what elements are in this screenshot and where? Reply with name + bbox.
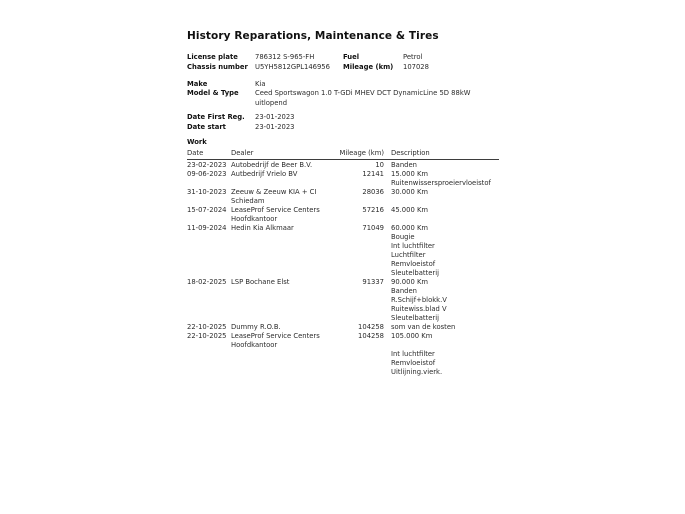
row-description-line: Remvloeistof — [391, 359, 436, 367]
table-row — [187, 278, 499, 323]
row-mileage — [336, 206, 384, 224]
table-row — [187, 323, 499, 332]
row-date-line: 23-02-2023 — [187, 161, 227, 169]
row-date-line: 11-09-2024 — [187, 224, 227, 232]
row-description-line: Remvloeistof — [391, 260, 436, 268]
chassis-number-value: U5YH5812GPL146956 — [255, 63, 330, 71]
row-mileage — [336, 278, 384, 323]
license-plate-value: 786312 S-965-FH — [255, 53, 315, 61]
row-dealer-line: Hedin Kia Alkmaar — [231, 224, 294, 232]
row-description — [384, 170, 499, 188]
model-type-label: Model & Type — [187, 89, 239, 98]
row-date-line: 15-07-2024 — [187, 206, 227, 214]
row-dealer — [231, 170, 336, 188]
row-description-line: Sleutelbatterij — [391, 269, 439, 277]
row-dealer-line: Dummy R.O.B. — [231, 323, 281, 331]
column-header-dealer: Dealer — [231, 149, 254, 157]
vehicle-info-top — [187, 52, 499, 72]
vehicle-info-make — [187, 80, 475, 108]
row-description-line: Int luchtfilter — [391, 242, 435, 250]
make-value: Kia — [255, 80, 266, 88]
row-description-line: Uitlijning.vierk. — [391, 368, 443, 376]
date-first-reg-label: Date First Reg. — [187, 113, 245, 121]
row-mileage-line: 57216 — [362, 206, 384, 214]
row-mileage-line: 12141 — [362, 170, 384, 178]
row-mileage — [336, 170, 384, 188]
row-description — [384, 188, 499, 206]
row-dealer — [231, 206, 336, 224]
column-header-date: Date — [187, 149, 204, 157]
row-date-line: 22-10-2025 — [187, 332, 227, 340]
date-start-value: 23-01-2023 — [255, 123, 295, 131]
row-description-line: Luchtfilter — [391, 251, 426, 259]
row-dealer-line: Autobedrijf de Beer B.V. — [231, 161, 313, 169]
row-description-line: 60.000 Km — [391, 224, 429, 232]
row-dealer — [231, 188, 336, 206]
row-mileage — [336, 161, 384, 170]
row-description-line: Sleutelbatterij — [391, 314, 439, 322]
row-date — [187, 332, 231, 377]
row-dealer — [231, 323, 336, 332]
row-date — [187, 278, 231, 323]
table-row — [187, 161, 499, 170]
row-description-line: 30.000 Km — [391, 188, 429, 196]
row-mileage — [336, 332, 384, 377]
page-title: History Reparations, Maintenance & Tires — [187, 30, 439, 42]
row-dealer-line: Autbedrijf Vrielo BV — [231, 170, 298, 178]
table-row — [187, 224, 499, 278]
row-dealer-line: LeaseProf Service Centers — [231, 332, 320, 340]
table-row — [187, 188, 499, 206]
row-date — [187, 188, 231, 206]
row-date — [187, 161, 231, 170]
row-description — [384, 332, 499, 377]
row-date-line: 22-10-2025 — [187, 323, 227, 331]
row-dealer — [231, 332, 336, 377]
license-plate-label: License plate — [187, 53, 238, 61]
row-description-line: Banden — [391, 161, 417, 169]
date-start-label: Date start — [187, 123, 226, 131]
row-description-line — [391, 341, 499, 350]
fuel-label: Fuel — [343, 53, 360, 61]
row-mileage — [336, 188, 384, 206]
row-description-line: 105.000 Km — [391, 332, 433, 340]
row-description-line: Ruitenwissersproeiervloeistof — [391, 179, 491, 187]
row-description — [384, 323, 499, 332]
row-date — [187, 323, 231, 332]
row-description-line: Int luchtfilter — [391, 350, 435, 358]
row-description — [384, 161, 499, 170]
row-mileage-line: 91337 — [362, 278, 384, 286]
work-table-header — [187, 149, 499, 160]
row-date-line: 18-02-2025 — [187, 278, 227, 286]
row-description-line: Bougie — [391, 233, 415, 241]
row-description — [384, 206, 499, 224]
row-description — [384, 278, 499, 323]
table-row — [187, 170, 499, 188]
row-dealer-line: Hoofdkantoor — [231, 215, 278, 223]
row-description-line: som van de kosten — [391, 323, 456, 331]
work-table — [187, 149, 499, 377]
row-mileage-line: 28036 — [362, 188, 384, 196]
vehicle-info-dates — [187, 112, 499, 132]
date-first-reg-value: 23-01-2023 — [255, 113, 295, 121]
column-header-description: Description — [391, 149, 430, 157]
table-row — [187, 332, 499, 377]
row-mileage-line: 104258 — [358, 332, 384, 340]
table-row — [187, 206, 499, 224]
column-header-mileage: Mileage (km) — [339, 149, 384, 157]
row-description-line: 15.000 Km — [391, 170, 429, 178]
work-table-body — [187, 160, 499, 377]
row-description — [384, 224, 499, 278]
model-type-value: Ceed Sportswagon 1.0 T-GDi MHEV DCT DynamicLine 5D 88kW uitlopend — [255, 89, 471, 107]
row-dealer — [231, 224, 336, 278]
report-content — [187, 30, 499, 376]
row-dealer-line: Schiedam — [231, 197, 265, 205]
row-date-line: 31-10-2023 — [187, 188, 227, 196]
row-mileage-line: 104258 — [358, 323, 384, 331]
row-date — [187, 224, 231, 278]
row-date — [187, 206, 231, 224]
row-description-line: 45.000 Km — [391, 206, 429, 214]
row-description-line: Banden — [391, 287, 417, 295]
row-dealer — [231, 278, 336, 323]
row-description-line: R.Schijf+blokk.V — [391, 296, 447, 304]
chassis-number-label: Chassis number — [187, 63, 248, 71]
row-mileage-line: 10 — [375, 161, 384, 169]
row-dealer-line: Zeeuw & Zeeuw KIA + CI — [231, 188, 317, 196]
row-description-line: Ruitewiss.blad V — [391, 305, 447, 313]
mileage-value: 107028 — [403, 63, 429, 71]
mileage-label: Mileage (km) — [343, 63, 394, 71]
row-mileage-line: 71049 — [362, 224, 384, 232]
row-date — [187, 170, 231, 188]
row-mileage — [336, 224, 384, 278]
fuel-value: Petrol — [403, 53, 423, 61]
make-label: Make — [187, 80, 208, 88]
row-dealer-line: Hoofdkantoor — [231, 341, 278, 349]
row-dealer — [231, 161, 336, 170]
row-dealer-line: LSP Bochane Elst — [231, 278, 290, 286]
row-dealer-line: LeaseProf Service Centers — [231, 206, 320, 214]
work-heading: Work — [187, 138, 207, 146]
row-date-line: 09-06-2023 — [187, 170, 227, 178]
row-description-line: 90.000 Km — [391, 278, 429, 286]
row-mileage — [336, 323, 384, 332]
